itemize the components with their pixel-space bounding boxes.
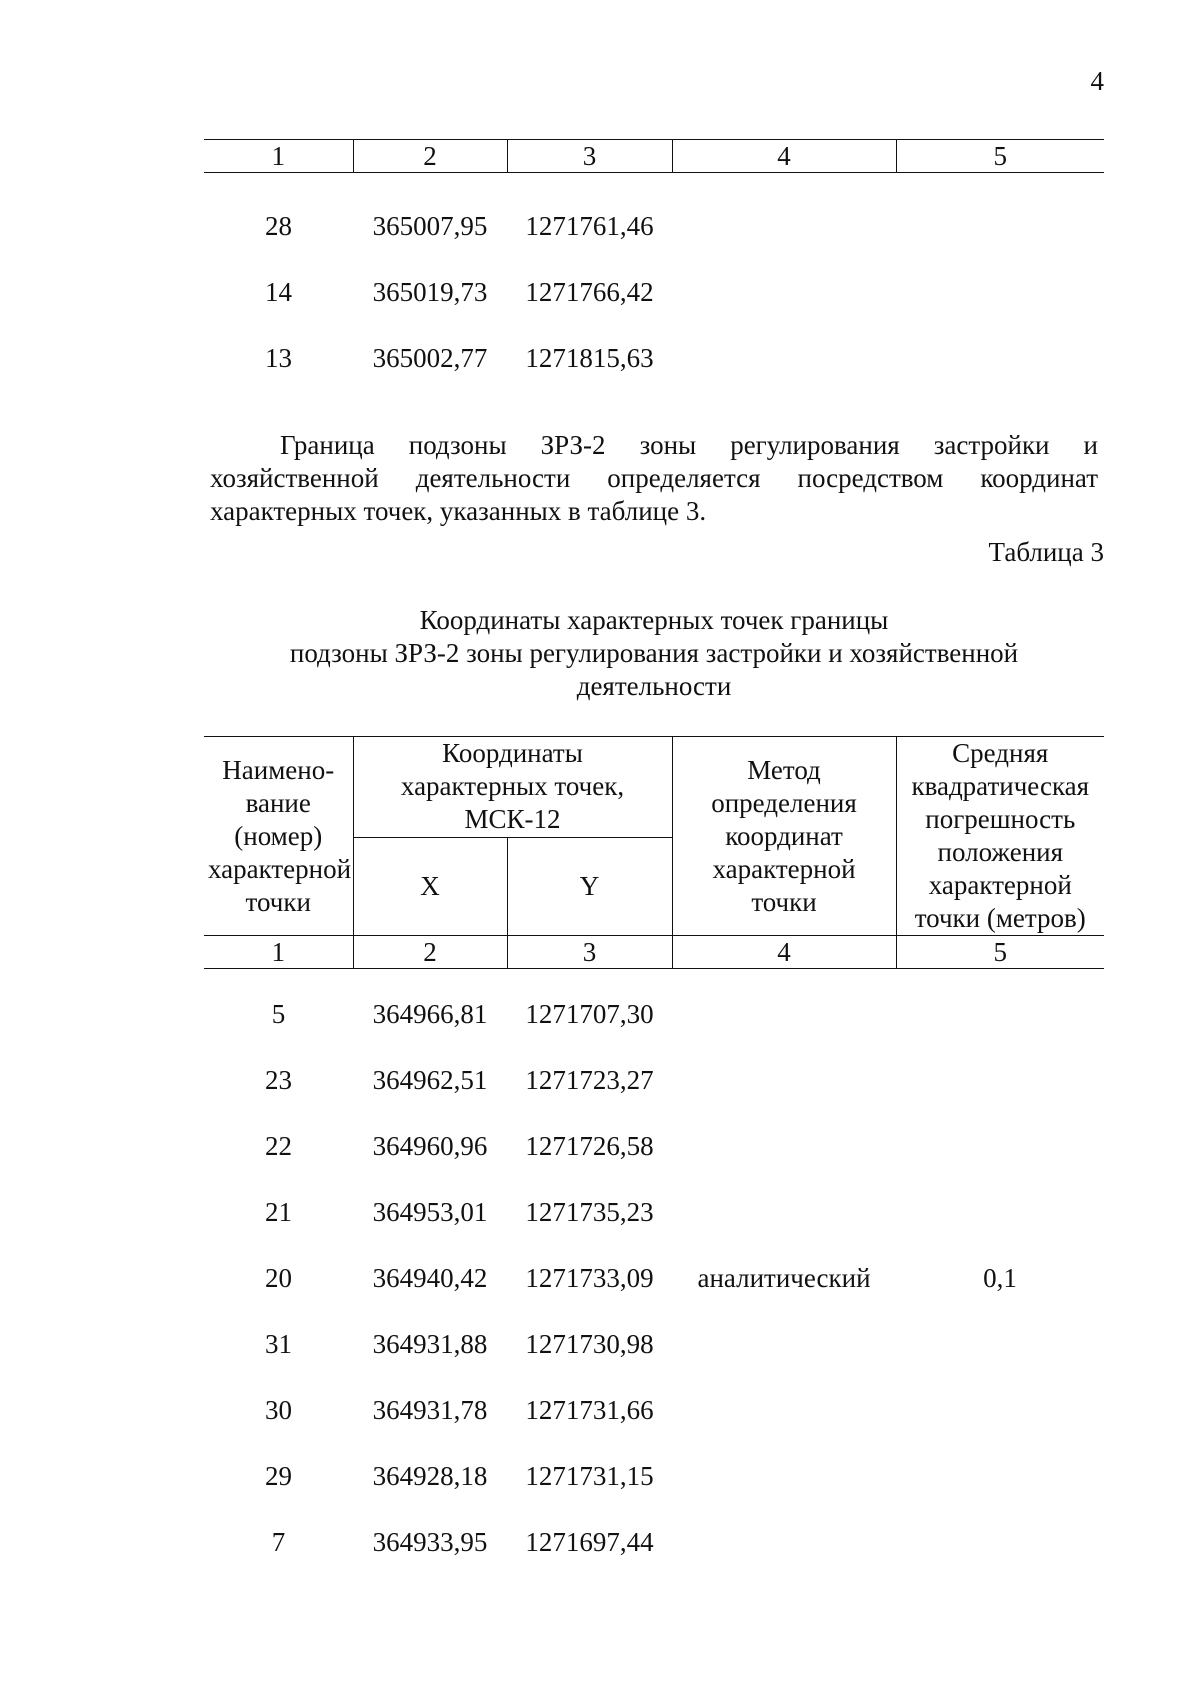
header-point-name: Наимено-вание (номер) характерной точки <box>204 737 353 936</box>
coord-x: 364960,96 <box>372 1130 488 1161</box>
table-caption <box>204 604 1104 703</box>
coord-y: 1271723,27 <box>525 1064 654 1095</box>
body-paragraph: Граница подзоны ЗРЗ-2 зоны регулирования застройки и хозяйственной деятельности определяется посредством координат характерных точек, указанных в таблице 3. <box>210 430 1098 526</box>
table2-continuation-header <box>204 139 1104 173</box>
point-number: 13 <box>265 342 292 373</box>
coord-x: 364928,18 <box>372 1460 488 1491</box>
column-number: 4 <box>672 140 896 173</box>
point-number: 5 <box>271 998 286 1029</box>
coord-y: 1271726,58 <box>525 1130 654 1161</box>
coord-x: 364966,81 <box>372 998 488 1029</box>
column-number: 2 <box>353 936 507 969</box>
coord-y: 1271731,66 <box>525 1394 654 1425</box>
table-row <box>204 259 1104 325</box>
coord-y: 1271731,15 <box>525 1460 654 1491</box>
column-number-row <box>204 140 1104 173</box>
column-number: 2 <box>353 140 507 173</box>
table-row <box>204 325 1104 391</box>
column-number: 1 <box>204 936 353 969</box>
coord-x: 365002,77 <box>372 342 488 373</box>
point-number: 30 <box>265 1394 292 1425</box>
point-number: 14 <box>265 276 292 307</box>
table-row <box>204 981 1104 1047</box>
table3-body <box>204 981 1104 1575</box>
header-y: Y <box>507 837 672 936</box>
point-number: 31 <box>265 1328 292 1359</box>
column-number: 4 <box>672 936 896 969</box>
coord-y: 1271733,09 <box>525 1262 654 1293</box>
coord-y: 1271730,98 <box>525 1328 654 1359</box>
coord-x: 364931,78 <box>372 1394 488 1425</box>
caption-line: деятельности <box>576 671 732 701</box>
coord-y: 1271735,23 <box>525 1196 654 1227</box>
coord-y: 1271815,63 <box>525 342 654 373</box>
coord-x: 364933,95 <box>372 1526 488 1557</box>
table-row <box>204 193 1104 259</box>
point-number: 23 <box>265 1064 292 1095</box>
table2-continuation-body <box>204 193 1104 391</box>
point-number: 21 <box>265 1196 292 1227</box>
table3-header <box>204 736 1104 969</box>
point-number: 29 <box>265 1460 292 1491</box>
coord-x: 364962,51 <box>372 1064 488 1095</box>
method-cell: аналитический <box>697 1262 871 1293</box>
column-number-row <box>204 936 1104 969</box>
column-number: 1 <box>204 140 353 173</box>
point-number: 28 <box>265 210 292 241</box>
point-number: 20 <box>265 1262 292 1293</box>
column-number: 3 <box>507 936 672 969</box>
coord-y: 1271707,30 <box>525 998 654 1029</box>
table-label: Таблица 3 <box>988 537 1104 567</box>
coord-x: 364940,42 <box>372 1262 488 1293</box>
header-method: Метод определения координат характерной точки <box>672 737 896 936</box>
column-number: 3 <box>507 140 672 173</box>
page-number: 4 <box>1090 66 1104 96</box>
point-number: 7 <box>271 1526 286 1557</box>
coord-y: 1271761,46 <box>525 210 654 241</box>
point-number: 22 <box>265 1130 292 1161</box>
coord-y: 1271697,44 <box>525 1526 654 1557</box>
header-x: X <box>353 837 507 936</box>
caption-line: Координаты характерных точек границы <box>419 605 889 635</box>
header-coordinates: Координаты характерных точек, МСК-12 <box>353 737 672 838</box>
header-error: Средняя квадратическая погрешность положения характерной точки (метров) <box>896 737 1104 936</box>
caption-line: подзоны ЗРЗ-2 зоны регулирования застройки и хозяйственной <box>289 638 1019 668</box>
coord-x: 364953,01 <box>372 1196 488 1227</box>
coord-y: 1271766,42 <box>525 276 654 307</box>
coord-x: 365019,73 <box>372 276 488 307</box>
column-number: 5 <box>896 936 1104 969</box>
coord-x: 364931,88 <box>372 1328 488 1359</box>
column-number: 5 <box>896 140 1104 173</box>
error-cell: 0,1 <box>983 1262 1017 1293</box>
coord-x: 365007,95 <box>372 210 488 241</box>
